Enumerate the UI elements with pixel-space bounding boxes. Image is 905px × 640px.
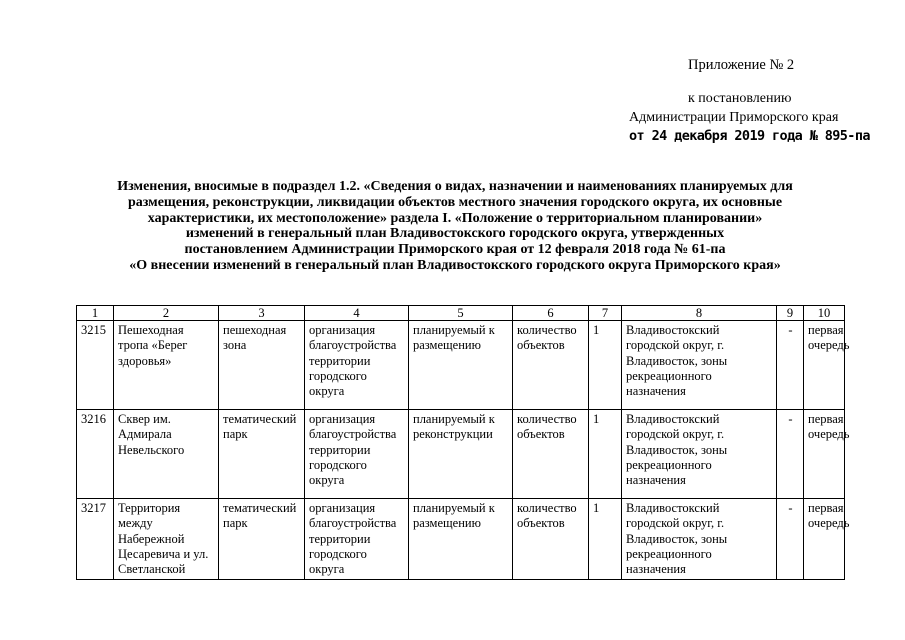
heading-line: размещения, реконструкции, ликвидации объектов местного значения городского округа, их основные bbox=[127, 194, 783, 210]
cell-unit: количество объектов bbox=[513, 410, 589, 499]
cell-object-name: Территория между Набережной Цесаревича и ул. Светланской bbox=[114, 499, 219, 580]
column-header: 2 bbox=[114, 306, 219, 321]
cell-location: Владивостокский городской округ, г. Владивосток, зоны рекреационного назначения bbox=[622, 499, 777, 580]
cell-dash: - bbox=[777, 410, 804, 499]
cell-purpose: организация благоустройства территории городского округа bbox=[305, 410, 409, 499]
cell-stage: первая очередь bbox=[804, 321, 845, 410]
cell-unit: количество объектов bbox=[513, 499, 589, 580]
table-row bbox=[77, 321, 845, 410]
column-header: 9 bbox=[777, 306, 804, 321]
column-header: 1 bbox=[77, 306, 114, 321]
objects-table bbox=[76, 305, 850, 580]
cell-unit: количество объектов bbox=[513, 321, 589, 410]
cell-status: планируемый к размещению bbox=[409, 321, 513, 410]
column-header: 7 bbox=[589, 306, 622, 321]
appendix-administration: Администрации Приморского края bbox=[629, 110, 839, 125]
cell-object-type: тематический парк bbox=[219, 410, 305, 499]
cell-object-name: Пешеходная тропа «Берег здоровья» bbox=[114, 321, 219, 410]
cell-quantity: 1 bbox=[589, 410, 622, 499]
cell-stage: первая очередь bbox=[804, 410, 845, 499]
cell-number: 3215 bbox=[77, 321, 114, 410]
cell-dash: - bbox=[777, 499, 804, 580]
heading-line: изменений в генеральный план Владивостокского городского округа, утвержденных bbox=[185, 226, 725, 242]
cell-number: 3217 bbox=[77, 499, 114, 580]
cell-object-type: пешеходная зона bbox=[219, 321, 305, 410]
cell-purpose: организация благоустройства территории городского округа bbox=[305, 499, 409, 580]
document-heading bbox=[70, 179, 840, 274]
table-row bbox=[77, 499, 845, 580]
cell-object-name: Сквер им. Адмирала Невельского bbox=[114, 410, 219, 499]
column-header: 3 bbox=[219, 306, 305, 321]
cell-status: планируемый к размещению bbox=[409, 499, 513, 580]
cell-quantity: 1 bbox=[589, 321, 622, 410]
heading-line: «О внесении изменений в генеральный план Владивостокского городского округа Приморского края» bbox=[129, 257, 781, 273]
cell-location: Владивостокский городской округ, г. Владивосток, зоны рекреационного назначения bbox=[622, 321, 777, 410]
cell-quantity: 1 bbox=[589, 499, 622, 580]
column-header: 8 bbox=[622, 306, 777, 321]
column-header: 10 bbox=[804, 306, 845, 321]
cell-purpose: организация благоустройства территории городского округа bbox=[305, 321, 409, 410]
cell-dash: - bbox=[777, 321, 804, 410]
heading-line: характеристики, их местоположение» раздела I. «Положение о территориальном планировании» bbox=[147, 210, 763, 226]
column-header: 4 bbox=[305, 306, 409, 321]
heading-line: Изменения, вносимые в подраздел 1.2. «Сведения о видах, назначении и наименованиях планируемых для bbox=[117, 179, 793, 194]
table-row bbox=[77, 410, 845, 499]
column-header: 5 bbox=[409, 306, 513, 321]
table-header-row bbox=[77, 306, 845, 321]
heading-line: постановлением Администрации Приморского края от 12 февраля 2018 года № 61-па bbox=[184, 242, 726, 258]
cell-location: Владивостокский городской округ, г. Владивосток, зоны рекреационного назначения bbox=[622, 410, 777, 499]
cell-number: 3216 bbox=[77, 410, 114, 499]
column-header: 6 bbox=[513, 306, 589, 321]
appendix-number: Приложение № 2 bbox=[688, 57, 795, 73]
cell-status: планируемый к реконструкции bbox=[409, 410, 513, 499]
cell-object-type: тематический парк bbox=[219, 499, 305, 580]
appendix-to-resolution: к постановлению bbox=[688, 91, 792, 106]
appendix-date-stamp: от 24 декабря 2019 года № 895-па bbox=[629, 128, 870, 144]
cell-stage: первая очередь bbox=[804, 499, 845, 580]
